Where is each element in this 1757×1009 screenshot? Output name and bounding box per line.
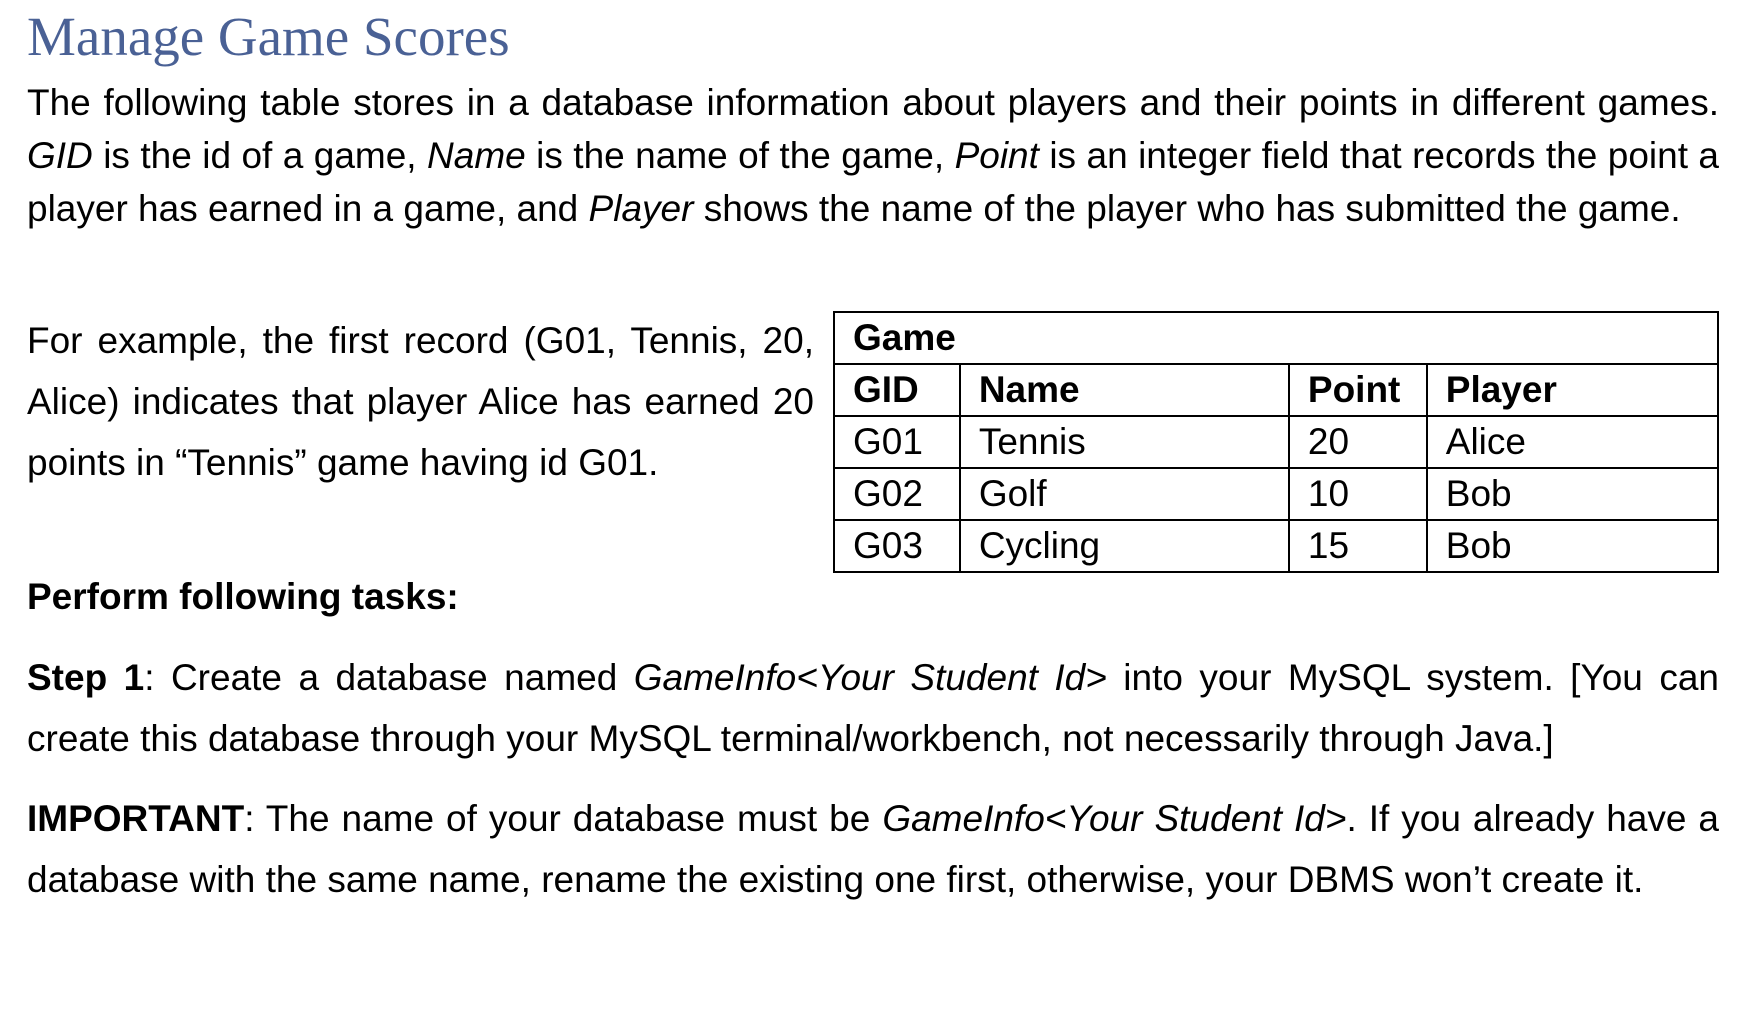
cell-gid: G02 — [834, 468, 960, 520]
step1-paragraph — [27, 647, 1719, 769]
important-paragraph — [27, 788, 1719, 910]
important-text-2: . If you already have a database with the same name, rename the existing one first, otherwise, your DBMS won’t create it. — [27, 798, 1719, 900]
column-header-gid: GID — [834, 364, 960, 416]
example-paragraph: For example, the first record (G01, Tennis, 20, Alice) indicates that player Alice has earned 20 points in “Tennis” game having id G01. — [27, 320, 814, 483]
intro-text-3: is the name of the game, — [525, 135, 955, 176]
cell-name: Tennis — [960, 416, 1289, 468]
cell-name: Cycling — [960, 520, 1289, 572]
cell-player: Bob — [1427, 468, 1718, 520]
intro-term-player: Player — [588, 188, 694, 229]
intro-term-name: Name — [427, 135, 526, 176]
step1-text-2: into your MySQL system. [You can create this database through your MySQL terminal/workbench, not necessarily through Java.] — [27, 657, 1719, 759]
cell-point: 20 — [1289, 416, 1427, 468]
document-title: Manage Game Scores — [27, 6, 510, 67]
table-caption: Game — [834, 312, 1718, 364]
intro-term-point: Point — [954, 135, 1039, 176]
column-header-name: Name — [960, 364, 1289, 416]
cell-point: 15 — [1289, 520, 1427, 572]
cell-gid: G03 — [834, 520, 960, 572]
intro-text-5: shows the name of the player who has submitted the game. — [693, 188, 1681, 229]
important-label: IMPORTANT — [27, 798, 245, 839]
cell-player: Bob — [1427, 520, 1718, 572]
table-caption-row — [834, 312, 1718, 364]
important-text-1: : The name of your database must be — [244, 798, 883, 839]
table-row — [834, 468, 1718, 520]
column-header-point: Point — [1289, 364, 1427, 416]
important-database-name: GameInfo<Your Student Id> — [882, 798, 1347, 839]
cell-name: Golf — [960, 468, 1289, 520]
game-table — [833, 311, 1719, 573]
column-header-player: Player — [1427, 364, 1718, 416]
cell-point: 10 — [1289, 468, 1427, 520]
intro-text-2: is the id of a game, — [92, 135, 428, 176]
cell-player: Alice — [1427, 416, 1718, 468]
intro-text-1: The following table stores in a database information about players and their points in different games. — [27, 82, 1719, 123]
intro-text-4: is an integer field that records the point a player has earned in a game, and — [27, 135, 1719, 229]
table-row — [834, 416, 1718, 468]
table-row — [834, 520, 1718, 572]
step1-label: Step 1 — [27, 657, 145, 698]
intro-paragraph — [27, 76, 1719, 235]
table-header-row — [834, 364, 1718, 416]
tasks-heading: Perform following tasks: — [27, 576, 459, 617]
step1-text-1: : Create a database named — [144, 657, 634, 698]
intro-term-gid: GID — [27, 135, 93, 176]
step1-database-name: GameInfo<Your Student Id> — [633, 657, 1107, 698]
cell-gid: G01 — [834, 416, 960, 468]
